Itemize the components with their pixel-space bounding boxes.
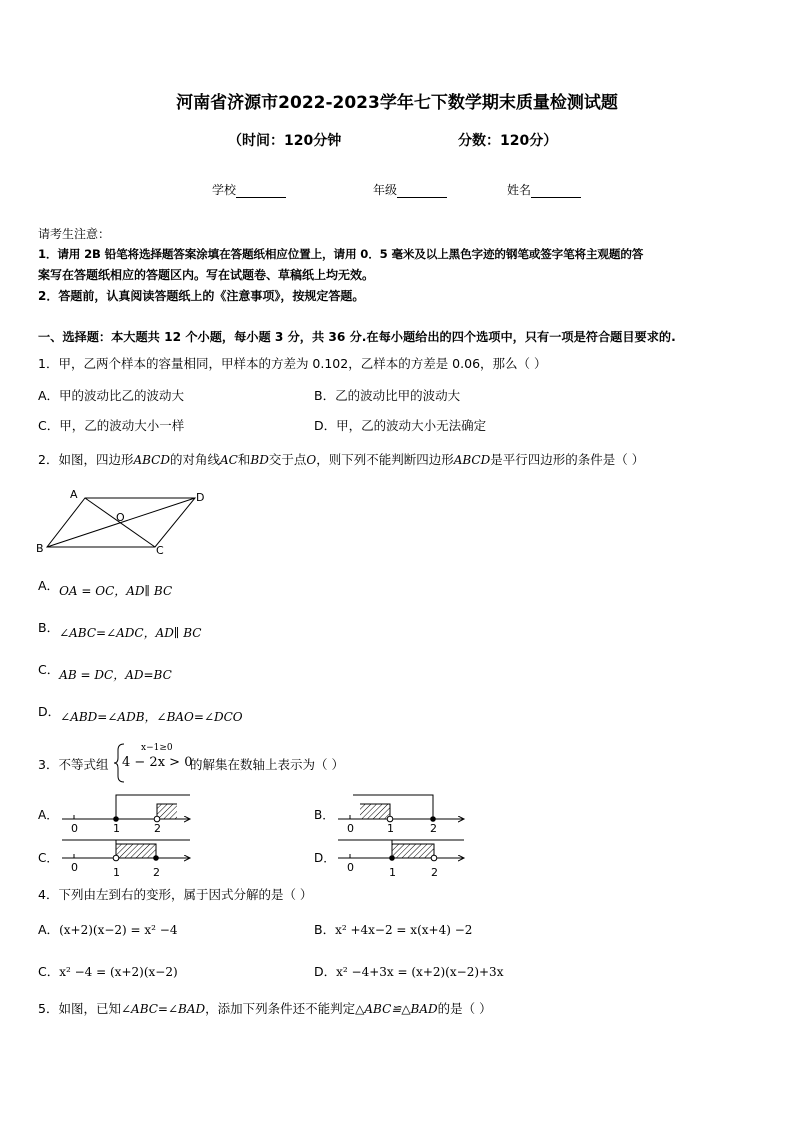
q2-option-a	[38, 576, 173, 598]
q2-option-c-math: AB = DC，AD=BC	[59, 668, 172, 682]
q5-congruence: △ABC≌△BAD	[355, 1002, 438, 1016]
q3-d-tick-1: 1	[389, 866, 396, 879]
q2-option-b-label: B．	[38, 620, 60, 635]
notes-line2: 2．答题前，认真阅读答题纸上的《注意事项》，按规定答题。	[38, 289, 365, 303]
school-label: 学校	[212, 183, 237, 197]
q5-stem-c: 的是（ ）	[437, 1001, 492, 1016]
name-label: 姓名	[507, 183, 532, 197]
q2-option-c	[38, 660, 172, 682]
q3-number-lines	[0, 790, 794, 886]
name-field	[507, 181, 581, 198]
q1-option-b: B．乙的波动比甲的波动大	[314, 388, 461, 403]
q2-stem-d: ，则下列不能判断四边形	[316, 452, 454, 467]
q1-option-d: D．甲，乙的波动大小无法确定	[314, 418, 487, 433]
q2-and: 和	[237, 452, 251, 467]
q3-stem-a: 3．不等式组	[38, 757, 109, 772]
q4-option-b	[314, 920, 472, 938]
page-title: 河南省济源市2022-2023学年七下数学期末质量检测试题	[176, 93, 618, 113]
grade-label: 年级	[373, 183, 398, 197]
q4-option-c	[38, 962, 178, 980]
q3-d-tick-2: 2	[431, 866, 438, 879]
q3-ineq-top: x−1≥0	[141, 743, 173, 753]
q5-stem-a: 5．如图，已知	[38, 1001, 121, 1016]
exam-score: 分数：120分）	[458, 133, 558, 149]
q4-option-a-math: (x+2)(x−2) = x² −4	[59, 923, 178, 937]
q3-ineq-bottom: 4 − 2x > 0	[122, 755, 193, 770]
grade-blank	[397, 185, 447, 198]
q2-stem-b: 的对角线	[169, 452, 220, 467]
q2-parallelogram-figure	[30, 484, 220, 559]
q3-d-tick-0: 0	[347, 861, 354, 874]
q2-option-d	[38, 702, 243, 724]
q3-a-tick-0: 0	[71, 822, 78, 835]
q3-option-b	[314, 795, 464, 835]
q4-option-c-math: x² −4 = (x+2)(x−2)	[59, 965, 178, 979]
q2-quad: ABCD	[133, 453, 170, 467]
q5-stem-b: ，添加下列条件还不能判定	[205, 1001, 356, 1016]
q3-c-tick-1: 1	[113, 866, 120, 879]
school-field	[212, 181, 286, 198]
q2-option-d-label: D．	[38, 704, 61, 719]
q1-option-a: A．甲的波动比乙的波动大	[38, 388, 185, 403]
q3-option-d-label: D．	[314, 851, 336, 865]
q5-condition: ∠ABC=∠BAD	[120, 1002, 206, 1016]
q4-option-d	[314, 962, 503, 980]
q3-c-tick-2: 2	[153, 866, 160, 879]
q3-a-tick-2: 2	[154, 822, 161, 835]
vertex-d-label: D	[196, 491, 205, 504]
q2-option-d-math: ∠ABD=∠ADB，∠BAO=∠DCO	[60, 710, 243, 724]
q4-stem: 4．下列由左到右的变形，属于因式分解的是（ ）	[38, 887, 313, 902]
notes-heading: 请考生注意：	[38, 227, 111, 241]
q2-option-a-math: OA = OC，AD∥ BC	[59, 584, 173, 598]
q2-o: O	[306, 453, 317, 467]
notes-line1: 1．请用 2B 铅笔将选择题答案涂填在答题纸相应位置上，请用 0．5 毫米及以上黑色字迹的钢笔或签字笔将主观题的答	[38, 247, 644, 261]
q2-stem-c: 交于点	[268, 452, 307, 467]
q2-option-a-label: A．	[38, 578, 60, 593]
q2-option-c-label: C．	[38, 662, 60, 677]
q5-stem	[38, 999, 492, 1017]
q3-option-d	[314, 840, 464, 879]
q3-b-tick-1: 1	[387, 822, 394, 835]
school-blank	[236, 185, 286, 198]
q2-ac: AC	[220, 453, 238, 467]
q3-a-tick-1: 1	[113, 822, 120, 835]
q2-option-b-math: ∠ABC=∠ADC，AD∥ BC	[59, 626, 202, 640]
q3-option-a-label: A．	[38, 808, 59, 822]
vertex-a-label: A	[70, 488, 78, 501]
q4-option-a	[38, 920, 177, 938]
q1-option-c: C．甲，乙的波动大小一样	[38, 418, 185, 433]
q3-c-tick-0: 0	[71, 861, 78, 874]
q2-option-b	[38, 618, 202, 640]
q3-option-c	[38, 840, 190, 879]
q2-stem-e: 是平行四边形的条件是（ ）	[490, 452, 645, 467]
vertex-c-label: C	[156, 544, 164, 557]
exam-time: （时间：120分钟	[228, 133, 342, 149]
q4-option-b-label: B．	[314, 922, 336, 937]
q3-b-tick-0: 0	[347, 822, 354, 835]
q3-b-tick-2: 2	[430, 822, 437, 835]
q4-option-c-label: C．	[38, 964, 60, 979]
q3-option-b-label: B．	[314, 808, 335, 822]
notes-line1b: 案写在答题纸相应的答题区内。写在试题卷、草稿纸上均无效。	[38, 268, 375, 282]
grade-field	[373, 181, 447, 198]
name-blank	[531, 185, 581, 198]
q4-option-a-label: A．	[38, 922, 60, 937]
vertex-b-label: B	[36, 542, 44, 555]
q4-option-d-math: x² −4+3x = (x+2)(x−2)+3x	[336, 965, 504, 979]
q2-stem	[38, 450, 644, 468]
q2-stem-a: 2．如图，四边形	[38, 452, 134, 467]
q2-quad-2: ABCD	[453, 453, 491, 467]
q4-option-d-label: D．	[314, 964, 337, 979]
point-o-label: O	[116, 511, 125, 524]
q1-stem: 1．甲，乙两个样本的容量相同，甲样本的方差为 0.102，乙样本的方差是 0.06，那么（ ）	[38, 356, 547, 371]
q3-stem-b: 的解集在数轴上表示为（ ）	[190, 757, 344, 772]
section-heading: 一、选择题：本大题共 12 个小题，每小题 3 分，共 36 分.在每小题给出的四个选项中，只有一项是符合题目要求的.	[38, 330, 676, 344]
q4-option-b-math: x² +4x−2 = x(x+4) −2	[335, 923, 473, 937]
q3-option-c-label: C．	[38, 851, 59, 865]
q2-bd: BD	[250, 453, 269, 467]
q3-option-a	[38, 795, 190, 835]
